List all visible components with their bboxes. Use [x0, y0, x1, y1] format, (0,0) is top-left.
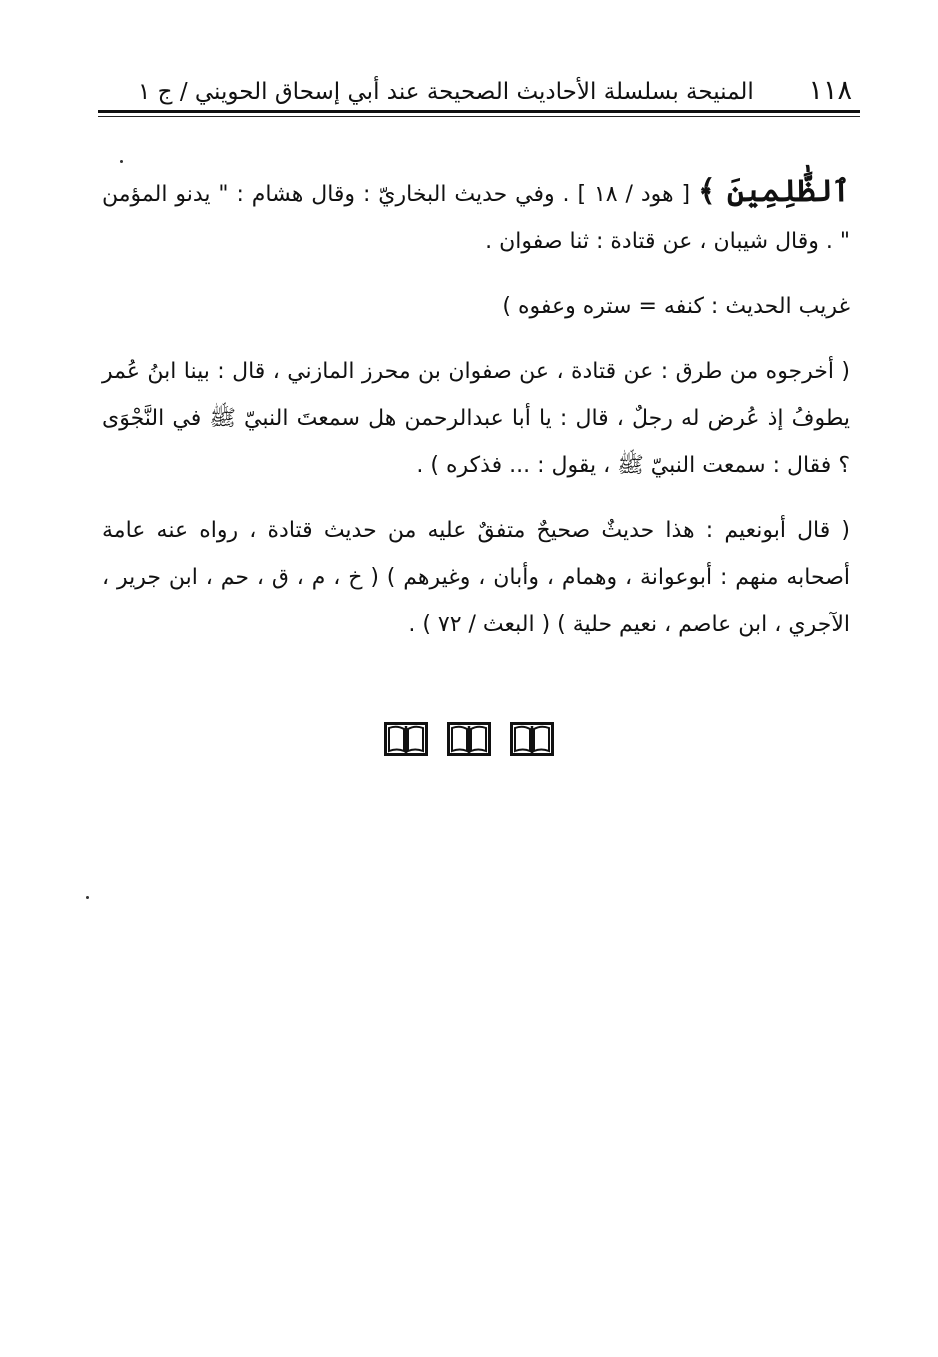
- paragraph-takhrij: ( أخرجوه من طرق : عن قتادة ، عن صفوان بن محرز المازني ، قال : بينا ابنُ عُمر يطوفُ إذ عُرض له رجلٌ ، قال : يا أبا عبدالرحمن هل سمعتَ النبيّ ﷺ في النَّجْوَى ؟ فقال : سمعت النبيّ ﷺ ، يقول : ... فذكره ) .: [102, 359, 850, 478]
- body-text: [102, 168, 850, 666]
- header-rule: [98, 110, 860, 113]
- scan-speck: [120, 160, 123, 163]
- paragraph-text: [ هود / ١٨ ] . وفي حديث البخاريّ : وقال هشام : " يدنو المؤمن " . وقال شيبان ، عن قتادة : ثنا صفوان .: [102, 182, 850, 254]
- paragraph-quran-citation: [102, 168, 850, 265]
- paragraph-gharib: غريب الحديث : كنفه = ستره وعفوه ): [502, 294, 850, 319]
- running-title: المنيحة بسلسلة الأحاديث الصحيحة عند أبي إسحاق الحويني / ج ١: [138, 79, 754, 105]
- open-book-icon: [510, 722, 554, 756]
- section-end-ornament: [0, 722, 938, 756]
- paragraph-abu-nuaim: ( قال أبونعيم : هذا حديثٌ صحيحٌ متفقٌ عليه من حديث قتادة ، رواه عنه عامة أصحابه منهم : أبوعوانة ، وهمام ، وأبان ، وغيرهم ) ( خ ، م ، ق ، حم ، ابن جرير ، الآجري ، ابن عاصم ، نعيم حلية ) ( البعث / ٧٢ ) .: [102, 518, 850, 637]
- header-rule-thin: [98, 116, 860, 117]
- quran-verse-fragment: ٱلظَّٰلِمِينَ ﴾: [698, 174, 851, 209]
- page-number: ١١٨: [808, 75, 852, 106]
- open-book-icon: [384, 722, 428, 756]
- scan-speck: [86, 896, 89, 899]
- page-header: [98, 66, 860, 112]
- open-book-icon: [447, 722, 491, 756]
